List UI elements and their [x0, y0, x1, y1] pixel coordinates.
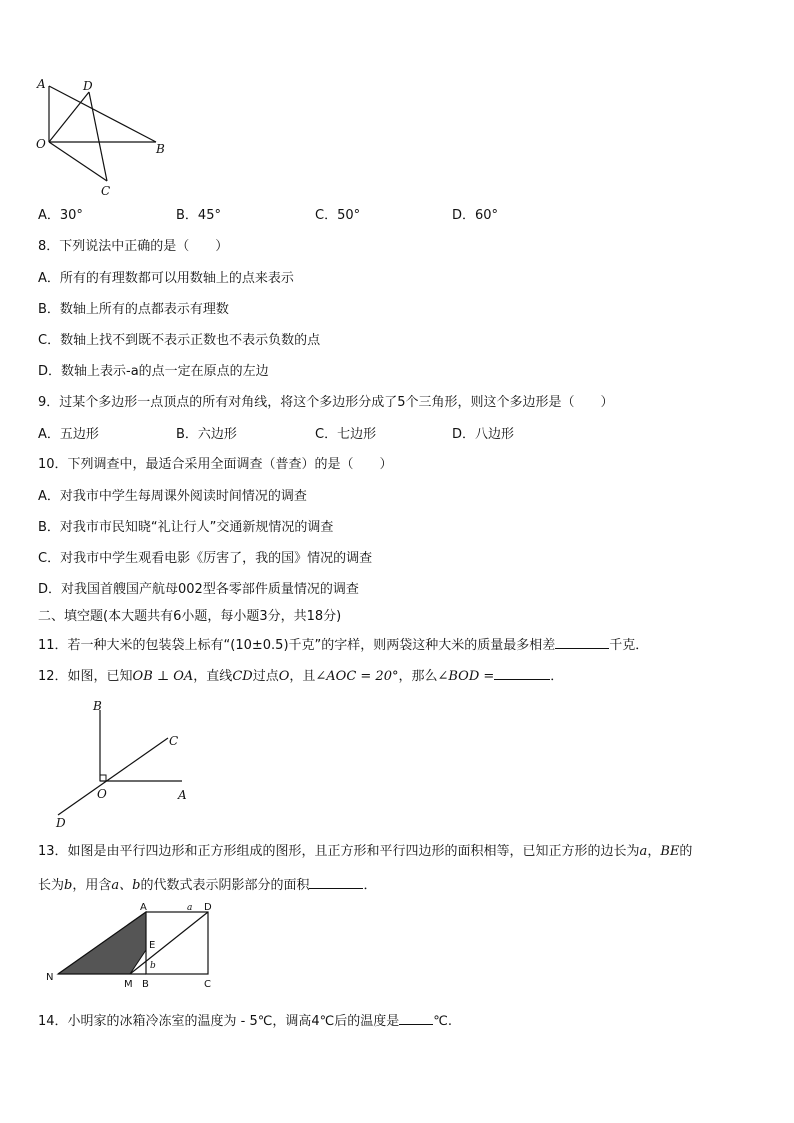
q14-text: 14．小明家的冰箱冷冻室的温度为 - 5℃，调高4℃后的温度是	[38, 1014, 400, 1029]
q8-option-c: C．数轴上找不到既不表示正数也不表示负数的点	[38, 333, 321, 348]
right-angle-mark	[100, 775, 106, 781]
q13-line2	[38, 876, 376, 894]
q11-text: 11．若一种大米的包装袋上标有“(10±0.5)千克”的字样，则两袋这种大米的质量最多相差	[38, 638, 556, 653]
label-b: B	[156, 142, 165, 156]
label-d: D	[204, 902, 212, 913]
q11-unit: 千克．	[609, 638, 649, 653]
q7-option-d: D．60°	[452, 208, 499, 223]
q13-text-2: 长为	[38, 878, 65, 893]
segment-ab	[49, 86, 156, 142]
label-c: C	[204, 979, 211, 990]
label-a: A	[140, 902, 147, 913]
label-side-b: b	[150, 961, 156, 971]
q7-option-a: A．30°	[38, 208, 83, 223]
q9-option-b: B．六边形	[176, 427, 237, 442]
q8-stem: 8．下列说法中正确的是（ ）	[38, 239, 229, 254]
q8-option-d: D．数轴上表示-a的点一定在原点的左边	[38, 364, 269, 379]
q7-option-c: C．50°	[315, 208, 361, 223]
segment-oc	[49, 142, 107, 181]
q12-end: ．	[550, 669, 564, 684]
answer-blank	[555, 636, 609, 649]
q13-de: 的	[679, 844, 693, 859]
label-side-a: a	[187, 903, 193, 913]
q13-math-b: b	[64, 878, 73, 893]
label-c: C	[101, 184, 111, 198]
q10-stem: 10．下列调查中，最适合采用全面调查（普查）的是（ ）	[38, 457, 393, 472]
q10-option-d: D．对我国首艘国产航母002型各零部件质量情况的调查	[38, 582, 359, 597]
q10-option-b: B．对我市市民知晓“礼让行人”交通新规情况的调查	[38, 520, 334, 535]
q7-figure	[34, 74, 184, 200]
segment-dc	[89, 92, 107, 181]
q12-math-cd: CD	[232, 669, 253, 684]
label-o: O	[97, 787, 107, 801]
q13-line1	[38, 844, 692, 860]
q12-math-angle: ∠AOC = 20°	[315, 669, 399, 684]
answer-blank	[399, 1012, 433, 1025]
label-b: B	[142, 979, 149, 990]
q9-option-d: D．八边形	[452, 427, 515, 442]
label-e: E	[149, 940, 156, 951]
label-o: O	[36, 137, 46, 151]
label-b: B	[93, 699, 102, 713]
q13-text: 13．如图是由平行四边形和正方形组成的图形，且正方形和平行四边形的面积相等，已知正方形的边长为	[38, 844, 640, 859]
q12-math-o: O	[278, 669, 290, 684]
q13-text-3: ，用含	[72, 878, 112, 893]
line-cd	[58, 738, 168, 815]
label-d: D	[83, 79, 93, 93]
segment-od	[49, 92, 89, 142]
answer-blank	[494, 667, 550, 680]
q9-option-c: C．七边形	[315, 427, 377, 442]
q13-math-a: a	[639, 844, 648, 859]
q12-text-4: ，且	[289, 669, 316, 684]
q12-math-perp: OB ⊥ OA	[132, 669, 194, 684]
q12-text-5: ，那么	[398, 669, 438, 684]
q13-figure	[44, 900, 224, 992]
q9-stem: 9．过某个多边形一点顶点的所有对角线，将这个多边形分成了5个三角形，则这个多边形是（ ）	[38, 395, 614, 410]
q10-option-a: A．对我市中学生每周课外阅读时间情况的调查	[38, 489, 307, 504]
q11	[38, 636, 648, 654]
q12-math-bod: ∠BOD =	[437, 669, 495, 684]
q12-text-3: 过点	[252, 669, 279, 684]
q14	[38, 1012, 452, 1030]
q13-comma: ，	[647, 844, 661, 859]
q13-math-be: BE	[660, 844, 680, 859]
label-n: N	[46, 972, 54, 983]
label-a: A	[37, 77, 46, 91]
q13-text-4: 的代数式表示阴影部分的面积	[140, 878, 310, 893]
q13-math-ab: a、b	[111, 878, 141, 893]
q14-unit: ℃.	[433, 1014, 452, 1029]
q12	[38, 667, 563, 685]
q10-option-c: C．对我市中学生观看电影《厉害了，我的国》情况的调查	[38, 551, 373, 566]
q12-figure	[50, 695, 210, 835]
q12-text: 12．如图，已知	[38, 669, 133, 684]
section-heading: 二、填空题(本大题共有6小题，每小题3分，共18分)	[38, 609, 342, 624]
label-d: D	[56, 816, 66, 830]
q13-end: ．	[363, 878, 377, 893]
label-m: M	[124, 979, 133, 990]
q9-option-a: A．五边形	[38, 427, 99, 442]
q8-option-b: B．数轴上所有的点都表示有理数	[38, 302, 229, 317]
q7-option-b: B．45°	[176, 208, 221, 223]
label-c: C	[169, 734, 179, 748]
label-a: A	[178, 788, 187, 802]
answer-blank	[309, 876, 363, 889]
q8-option-a: A．所有的有理数都可以用数轴上的点来表示	[38, 271, 294, 286]
q12-text-2: ，直线	[193, 669, 233, 684]
